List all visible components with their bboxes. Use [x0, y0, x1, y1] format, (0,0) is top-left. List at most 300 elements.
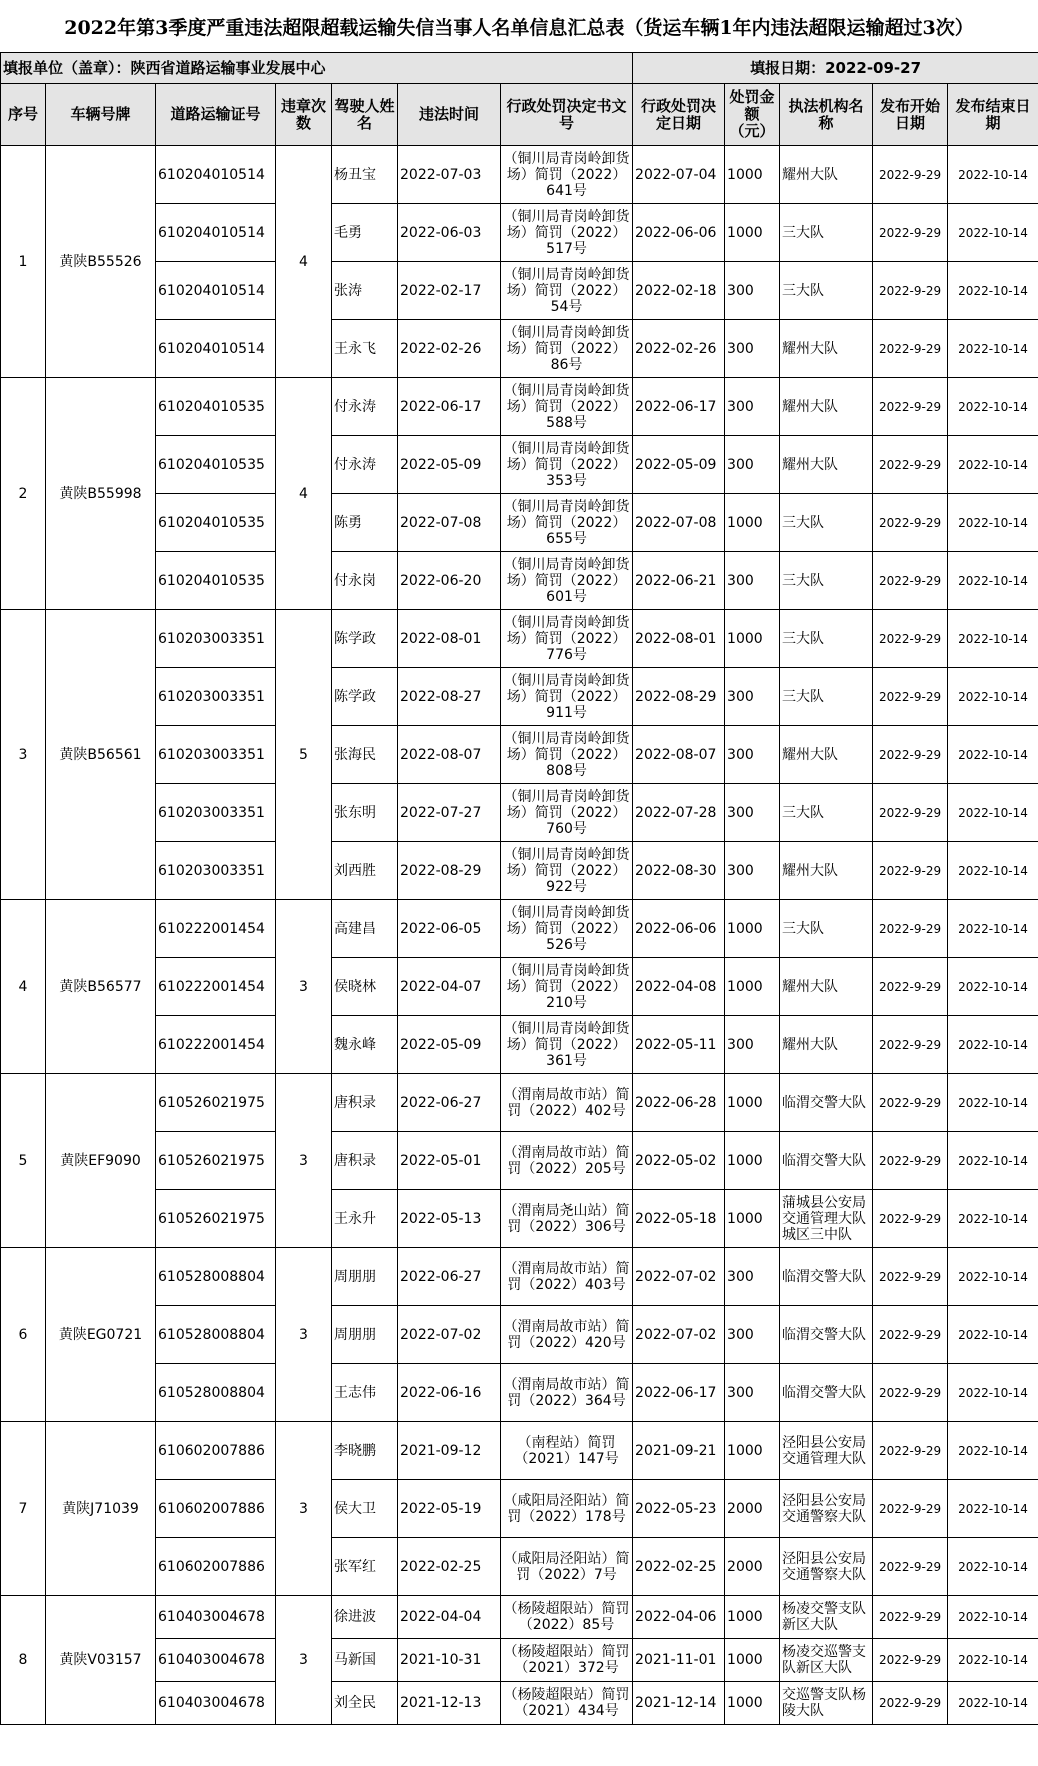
pub-start-cell: 2022-9-29 [873, 320, 948, 378]
table-row [1, 784, 1038, 842]
time-cell: 2021-09-12 [398, 1422, 501, 1480]
decision-date-cell: 2022-08-07 [633, 726, 725, 784]
doc-number-cell: （杨陵超限站）简罚（2021）434号 [501, 1682, 633, 1725]
doc-number-cell: （铜川局青岗岭卸货场）简罚（2022）760号 [501, 784, 633, 842]
fine-cell: 300 [725, 1364, 780, 1422]
table-row [1, 552, 1038, 610]
pub-end-cell: 2022-10-14 [948, 1248, 1038, 1306]
driver-cell: 付永涛 [332, 436, 398, 494]
driver-cell: 唐积录 [332, 1132, 398, 1190]
decision-date-cell: 2022-05-18 [633, 1190, 725, 1248]
time-cell: 2022-06-05 [398, 900, 501, 958]
pub-start-cell: 2022-9-29 [873, 262, 948, 320]
table-row [1, 436, 1038, 494]
doc-number-cell: （渭南局故市站）简罚（2022）364号 [501, 1364, 633, 1422]
table-row [1, 1248, 1038, 1306]
time-cell: 2022-06-27 [398, 1248, 501, 1306]
time-cell: 2022-07-02 [398, 1306, 501, 1364]
doc-number-cell: （杨陵超限站）简罚（2022）85号 [501, 1596, 633, 1639]
permit-cell: 610526021975 [156, 1074, 276, 1132]
pub-end-cell: 2022-10-14 [948, 1016, 1038, 1074]
pub-end-cell: 2022-10-14 [948, 900, 1038, 958]
time-cell: 2022-06-03 [398, 204, 501, 262]
time-cell: 2022-05-19 [398, 1480, 501, 1538]
doc-number-cell: （渭南局故市站）简罚（2022）403号 [501, 1248, 633, 1306]
pub-start-cell: 2022-9-29 [873, 726, 948, 784]
seq-cell: 3 [1, 610, 46, 900]
decision-date-cell: 2022-06-17 [633, 378, 725, 436]
permit-cell: 610403004678 [156, 1682, 276, 1725]
pub-end-cell: 2022-10-14 [948, 1422, 1038, 1480]
doc-number-cell: （铜川局青岗岭卸货场）简罚（2022）655号 [501, 494, 633, 552]
header-row [1, 84, 1038, 146]
doc-number-cell: （咸阳局泾阳站）简罚（2022）7号 [501, 1538, 633, 1596]
violation-table [0, 52, 1038, 1725]
permit-cell: 610222001454 [156, 958, 276, 1016]
fine-cell: 1000 [725, 1190, 780, 1248]
time-cell: 2021-12-13 [398, 1682, 501, 1725]
decision-date-cell: 2022-08-29 [633, 668, 725, 726]
plate-cell: 黄陕B55998 [46, 378, 156, 610]
pub-start-cell: 2022-9-29 [873, 1596, 948, 1639]
pub-end-cell: 2022-10-14 [948, 1364, 1038, 1422]
decision-date-cell: 2022-07-02 [633, 1248, 725, 1306]
count-cell: 3 [276, 1248, 332, 1422]
reporting-unit: 填报单位（盖章）：陕西省道路运输事业发展中心 [1, 53, 633, 84]
agency-cell: 耀州大队 [780, 320, 873, 378]
agency-cell: 三大队 [780, 204, 873, 262]
table-row [1, 1538, 1038, 1596]
count-cell: 5 [276, 610, 332, 900]
agency-cell: 三大队 [780, 494, 873, 552]
agency-cell: 蒲城县公安局交通管理大队城区三中队 [780, 1190, 873, 1248]
agency-cell: 耀州大队 [780, 1016, 873, 1074]
agency-cell: 临渭交警大队 [780, 1074, 873, 1132]
plate-cell: 黄陕B56561 [46, 610, 156, 900]
doc-number-cell: （铜川局青岗岭卸货场）简罚（2022）86号 [501, 320, 633, 378]
table-row [1, 1596, 1038, 1639]
fine-cell: 300 [725, 262, 780, 320]
seq-cell: 6 [1, 1248, 46, 1422]
time-cell: 2022-06-20 [398, 552, 501, 610]
agency-cell: 杨凌交巡警支队新区大队 [780, 1639, 873, 1682]
table-row [1, 1480, 1038, 1538]
decision-date-cell: 2022-05-02 [633, 1132, 725, 1190]
agency-cell: 耀州大队 [780, 436, 873, 494]
pub-end-cell: 2022-10-14 [948, 1306, 1038, 1364]
doc-number-cell: （渭南局尧山站）简罚（2022）306号 [501, 1190, 633, 1248]
driver-cell: 付永岗 [332, 552, 398, 610]
pub-start-cell: 2022-9-29 [873, 552, 948, 610]
table-row [1, 726, 1038, 784]
permit-cell: 610203003351 [156, 726, 276, 784]
time-cell: 2022-07-08 [398, 494, 501, 552]
time-cell: 2022-05-09 [398, 436, 501, 494]
pub-end-cell: 2022-10-14 [948, 494, 1038, 552]
pub-start-cell: 2022-9-29 [873, 1682, 948, 1725]
header-decision-date: 行政处罚决定日期 [633, 84, 725, 146]
doc-number-cell: （渭南局故市站）简罚（2022）420号 [501, 1306, 633, 1364]
table-row [1, 1364, 1038, 1422]
decision-date-cell: 2022-06-06 [633, 204, 725, 262]
agency-cell: 泾阳县公安局交通管理大队 [780, 1422, 873, 1480]
pub-start-cell: 2022-9-29 [873, 1364, 948, 1422]
table-row [1, 1682, 1038, 1725]
doc-number-cell: （铜川局青岗岭卸货场）简罚（2022）776号 [501, 610, 633, 668]
pub-start-cell: 2022-9-29 [873, 784, 948, 842]
seq-cell: 2 [1, 378, 46, 610]
driver-cell: 周朋朋 [332, 1248, 398, 1306]
time-cell: 2022-08-29 [398, 842, 501, 900]
plate-cell: 黄陕V03157 [46, 1596, 156, 1725]
decision-date-cell: 2022-06-28 [633, 1074, 725, 1132]
agency-cell: 三大队 [780, 900, 873, 958]
fine-cell: 300 [725, 842, 780, 900]
permit-cell: 610203003351 [156, 842, 276, 900]
agency-cell: 三大队 [780, 784, 873, 842]
table-row [1, 668, 1038, 726]
fine-cell: 300 [725, 726, 780, 784]
agency-cell: 三大队 [780, 668, 873, 726]
time-cell: 2022-08-27 [398, 668, 501, 726]
time-cell: 2022-06-16 [398, 1364, 501, 1422]
decision-date-cell: 2022-07-08 [633, 494, 725, 552]
driver-cell: 侯晓林 [332, 958, 398, 1016]
agency-cell: 耀州大队 [780, 958, 873, 1016]
time-cell: 2022-04-04 [398, 1596, 501, 1639]
decision-date-cell: 2022-04-08 [633, 958, 725, 1016]
agency-cell: 临渭交警大队 [780, 1364, 873, 1422]
count-cell: 4 [276, 378, 332, 610]
pub-start-cell: 2022-9-29 [873, 842, 948, 900]
doc-number-cell: （咸阳局泾阳站）简罚（2022）178号 [501, 1480, 633, 1538]
table-row [1, 204, 1038, 262]
agency-cell: 三大队 [780, 262, 873, 320]
table-row [1, 262, 1038, 320]
decision-date-cell: 2022-02-26 [633, 320, 725, 378]
agency-cell: 泾阳县公安局交通警察大队 [780, 1538, 873, 1596]
count-cell: 3 [276, 900, 332, 1074]
fine-cell: 1000 [725, 1596, 780, 1639]
header-permit: 道路运输证号 [156, 84, 276, 146]
fine-cell: 300 [725, 1306, 780, 1364]
fine-cell: 300 [725, 436, 780, 494]
decision-date-cell: 2022-06-21 [633, 552, 725, 610]
count-cell: 4 [276, 146, 332, 378]
time-cell: 2022-04-07 [398, 958, 501, 1016]
permit-cell: 610203003351 [156, 610, 276, 668]
table-row [1, 900, 1038, 958]
driver-cell: 唐积录 [332, 1074, 398, 1132]
fine-cell: 2000 [725, 1480, 780, 1538]
time-cell: 2022-05-01 [398, 1132, 501, 1190]
pub-end-cell: 2022-10-14 [948, 552, 1038, 610]
decision-date-cell: 2022-07-04 [633, 146, 725, 204]
pub-start-cell: 2022-9-29 [873, 1074, 948, 1132]
doc-number-cell: （铜川局青岗岭卸货场）简罚（2022）922号 [501, 842, 633, 900]
driver-cell: 王永飞 [332, 320, 398, 378]
pub-start-cell: 2022-9-29 [873, 610, 948, 668]
decision-date-cell: 2022-05-11 [633, 1016, 725, 1074]
decision-date-cell: 2021-11-01 [633, 1639, 725, 1682]
permit-cell: 610204010535 [156, 552, 276, 610]
table-row [1, 494, 1038, 552]
driver-cell: 张涛 [332, 262, 398, 320]
driver-cell: 毛勇 [332, 204, 398, 262]
fine-cell: 300 [725, 784, 780, 842]
doc-number-cell: （渭南局故市站）简罚（2022）402号 [501, 1074, 633, 1132]
table-row [1, 1306, 1038, 1364]
permit-cell: 610528008804 [156, 1306, 276, 1364]
time-cell: 2022-08-07 [398, 726, 501, 784]
decision-date-cell: 2021-09-21 [633, 1422, 725, 1480]
time-cell: 2022-08-01 [398, 610, 501, 668]
fine-cell: 1000 [725, 1074, 780, 1132]
pub-start-cell: 2022-9-29 [873, 378, 948, 436]
agency-cell: 三大队 [780, 610, 873, 668]
doc-number-cell: （杨陵超限站）简罚（2021）372号 [501, 1639, 633, 1682]
pub-end-cell: 2022-10-14 [948, 1682, 1038, 1725]
pub-start-cell: 2022-9-29 [873, 1190, 948, 1248]
doc-number-cell: （铜川局青岗岭卸货场）简罚（2022）641号 [501, 146, 633, 204]
permit-cell: 610602007886 [156, 1480, 276, 1538]
seq-cell: 5 [1, 1074, 46, 1248]
agency-cell: 耀州大队 [780, 146, 873, 204]
driver-cell: 刘全民 [332, 1682, 398, 1725]
header-count: 违章次数 [276, 84, 332, 146]
table-row [1, 1639, 1038, 1682]
driver-cell: 王志伟 [332, 1364, 398, 1422]
permit-cell: 610203003351 [156, 784, 276, 842]
doc-number-cell: （铜川局青岗岭卸货场）简罚（2022）601号 [501, 552, 633, 610]
pub-start-cell: 2022-9-29 [873, 204, 948, 262]
pub-end-cell: 2022-10-14 [948, 610, 1038, 668]
table-row [1, 1190, 1038, 1248]
driver-cell: 杨丑宝 [332, 146, 398, 204]
fine-cell: 1000 [725, 146, 780, 204]
pub-end-cell: 2022-10-14 [948, 320, 1038, 378]
agency-cell: 临渭交警大队 [780, 1132, 873, 1190]
pub-end-cell: 2022-10-14 [948, 262, 1038, 320]
decision-date-cell: 2022-02-18 [633, 262, 725, 320]
pub-start-cell: 2022-9-29 [873, 900, 948, 958]
pub-end-cell: 2022-10-14 [948, 436, 1038, 494]
driver-cell: 高建昌 [332, 900, 398, 958]
fine-cell: 1000 [725, 1639, 780, 1682]
reporting-date: 填报日期：2022-09-27 [633, 53, 1038, 84]
fine-cell: 1000 [725, 1132, 780, 1190]
driver-cell: 徐进波 [332, 1596, 398, 1639]
driver-cell: 陈学政 [332, 668, 398, 726]
pub-end-cell: 2022-10-14 [948, 842, 1038, 900]
header-time: 违法时间 [398, 84, 501, 146]
plate-cell: 黄陕B56577 [46, 900, 156, 1074]
driver-cell: 付永涛 [332, 378, 398, 436]
doc-number-cell: （铜川局青岗岭卸货场）简罚（2022）54号 [501, 262, 633, 320]
permit-cell: 610204010535 [156, 494, 276, 552]
permit-cell: 610403004678 [156, 1639, 276, 1682]
fine-cell: 300 [725, 552, 780, 610]
decision-date-cell: 2022-02-25 [633, 1538, 725, 1596]
driver-cell: 王永升 [332, 1190, 398, 1248]
agency-cell: 耀州大队 [780, 726, 873, 784]
permit-cell: 610222001454 [156, 1016, 276, 1074]
pub-start-cell: 2022-9-29 [873, 1132, 948, 1190]
driver-cell: 陈学政 [332, 610, 398, 668]
permit-cell: 610526021975 [156, 1132, 276, 1190]
agency-cell: 临渭交警大队 [780, 1248, 873, 1306]
fine-cell: 1000 [725, 610, 780, 668]
decision-date-cell: 2022-08-30 [633, 842, 725, 900]
fine-cell: 1000 [725, 204, 780, 262]
permit-cell: 610602007886 [156, 1422, 276, 1480]
agency-cell: 三大队 [780, 552, 873, 610]
permit-cell: 610528008804 [156, 1364, 276, 1422]
fine-cell: 1000 [725, 958, 780, 1016]
table-row [1, 146, 1038, 204]
driver-cell: 侯大卫 [332, 1480, 398, 1538]
fine-cell: 1000 [725, 900, 780, 958]
pub-start-cell: 2022-9-29 [873, 1306, 948, 1364]
fine-cell: 1000 [725, 1682, 780, 1725]
seq-cell: 1 [1, 146, 46, 378]
pub-start-cell: 2022-9-29 [873, 668, 948, 726]
header-driver: 驾驶人姓名 [332, 84, 398, 146]
fine-cell: 300 [725, 320, 780, 378]
pub-end-cell: 2022-10-14 [948, 668, 1038, 726]
pub-start-cell: 2022-9-29 [873, 958, 948, 1016]
time-cell: 2022-07-03 [398, 146, 501, 204]
time-cell: 2021-10-31 [398, 1639, 501, 1682]
permit-cell: 610204010514 [156, 204, 276, 262]
agency-cell: 泾阳县公安局交通警察大队 [780, 1480, 873, 1538]
plate-cell: 黄陕J71039 [46, 1422, 156, 1596]
fine-cell: 300 [725, 668, 780, 726]
doc-number-cell: （铜川局青岗岭卸货场）简罚（2022）588号 [501, 378, 633, 436]
plate-cell: 黄陕B55526 [46, 146, 156, 378]
pub-start-cell: 2022-9-29 [873, 494, 948, 552]
table-row [1, 378, 1038, 436]
agency-cell: 杨凌交警支队新区大队 [780, 1596, 873, 1639]
permit-cell: 610222001454 [156, 900, 276, 958]
permit-cell: 610528008804 [156, 1248, 276, 1306]
agency-cell: 临渭交警大队 [780, 1306, 873, 1364]
decision-date-cell: 2022-05-09 [633, 436, 725, 494]
header-agency: 执法机构名称 [780, 84, 873, 146]
time-cell: 2022-02-25 [398, 1538, 501, 1596]
table-row [1, 958, 1038, 1016]
pub-end-cell: 2022-10-14 [948, 784, 1038, 842]
header-plate: 车辆号牌 [46, 84, 156, 146]
doc-number-cell: （铜川局青岗岭卸货场）简罚（2022）517号 [501, 204, 633, 262]
table-row [1, 1132, 1038, 1190]
doc-number-cell: （铜川局青岗岭卸货场）简罚（2022）808号 [501, 726, 633, 784]
pub-end-cell: 2022-10-14 [948, 378, 1038, 436]
table-row [1, 1074, 1038, 1132]
doc-number-cell: （铜川局青岗岭卸货场）简罚（2022）526号 [501, 900, 633, 958]
driver-cell: 马新国 [332, 1639, 398, 1682]
agency-cell: 耀州大队 [780, 842, 873, 900]
seq-cell: 7 [1, 1422, 46, 1596]
driver-cell: 张东明 [332, 784, 398, 842]
doc-number-cell: （铜川局青岗岭卸货场）简罚（2022）361号 [501, 1016, 633, 1074]
doc-number-cell: （铜川局青岗岭卸货场）简罚（2022）911号 [501, 668, 633, 726]
driver-cell: 李晓鹏 [332, 1422, 398, 1480]
permit-cell: 610602007886 [156, 1538, 276, 1596]
decision-date-cell: 2022-08-01 [633, 610, 725, 668]
table-row [1, 320, 1038, 378]
header-doc: 行政处罚决定书文号 [501, 84, 633, 146]
plate-cell: 黄陕EF9090 [46, 1074, 156, 1248]
time-cell: 2022-06-27 [398, 1074, 501, 1132]
pub-start-cell: 2022-9-29 [873, 1538, 948, 1596]
pub-end-cell: 2022-10-14 [948, 1639, 1038, 1682]
decision-date-cell: 2022-06-06 [633, 900, 725, 958]
doc-number-cell: （铜川局青岗岭卸货场）简罚（2022）210号 [501, 958, 633, 1016]
fine-cell: 300 [725, 378, 780, 436]
permit-cell: 610204010514 [156, 262, 276, 320]
table-row [1, 1016, 1038, 1074]
doc-number-cell: （渭南局故市站）简罚（2022）205号 [501, 1132, 633, 1190]
count-cell: 3 [276, 1596, 332, 1725]
time-cell: 2022-07-27 [398, 784, 501, 842]
doc-number-cell: （铜川局青岗岭卸货场）简罚（2022）353号 [501, 436, 633, 494]
agency-cell: 交巡警支队杨陵大队 [780, 1682, 873, 1725]
time-cell: 2022-05-09 [398, 1016, 501, 1074]
agency-cell: 耀州大队 [780, 378, 873, 436]
permit-cell: 610203003351 [156, 668, 276, 726]
pub-start-cell: 2022-9-29 [873, 1480, 948, 1538]
fine-cell: 1000 [725, 494, 780, 552]
pub-start-cell: 2022-9-29 [873, 1639, 948, 1682]
permit-cell: 610526021975 [156, 1190, 276, 1248]
time-cell: 2022-02-17 [398, 262, 501, 320]
pub-end-cell: 2022-10-14 [948, 1074, 1038, 1132]
pub-start-cell: 2022-9-29 [873, 146, 948, 204]
page-title: 2022年第3季度严重违法超限超载运输失信当事人名单信息汇总表（货运车辆1年内违法超限运输超过3次） [64, 16, 974, 39]
count-cell: 3 [276, 1422, 332, 1596]
decision-date-cell: 2022-07-02 [633, 1306, 725, 1364]
pub-end-cell: 2022-10-14 [948, 204, 1038, 262]
pub-end-cell: 2022-10-14 [948, 726, 1038, 784]
doc-number-cell: （南程站）简罚（2021）147号 [501, 1422, 633, 1480]
count-cell: 3 [276, 1074, 332, 1248]
driver-cell: 张海民 [332, 726, 398, 784]
table-row [1, 1422, 1038, 1480]
pub-start-cell: 2022-9-29 [873, 1016, 948, 1074]
pub-end-cell: 2022-10-14 [948, 958, 1038, 1016]
table-row [1, 842, 1038, 900]
pub-start-cell: 2022-9-29 [873, 1422, 948, 1480]
decision-date-cell: 2022-04-06 [633, 1596, 725, 1639]
pub-end-cell: 2022-10-14 [948, 1132, 1038, 1190]
fine-cell: 300 [725, 1016, 780, 1074]
permit-cell: 610204010535 [156, 378, 276, 436]
time-cell: 2022-06-17 [398, 378, 501, 436]
header-fine: 处罚金额（元） [725, 84, 780, 146]
driver-cell: 魏永峰 [332, 1016, 398, 1074]
meta-row [1, 53, 1038, 84]
driver-cell: 周朋朋 [332, 1306, 398, 1364]
header-pub-end: 发布结束日期 [948, 84, 1038, 146]
pub-end-cell: 2022-10-14 [948, 1538, 1038, 1596]
pub-end-cell: 2022-10-14 [948, 146, 1038, 204]
fine-cell: 1000 [725, 1422, 780, 1480]
decision-date-cell: 2022-07-28 [633, 784, 725, 842]
permit-cell: 610204010514 [156, 146, 276, 204]
decision-date-cell: 2021-12-14 [633, 1682, 725, 1725]
decision-date-cell: 2022-05-23 [633, 1480, 725, 1538]
